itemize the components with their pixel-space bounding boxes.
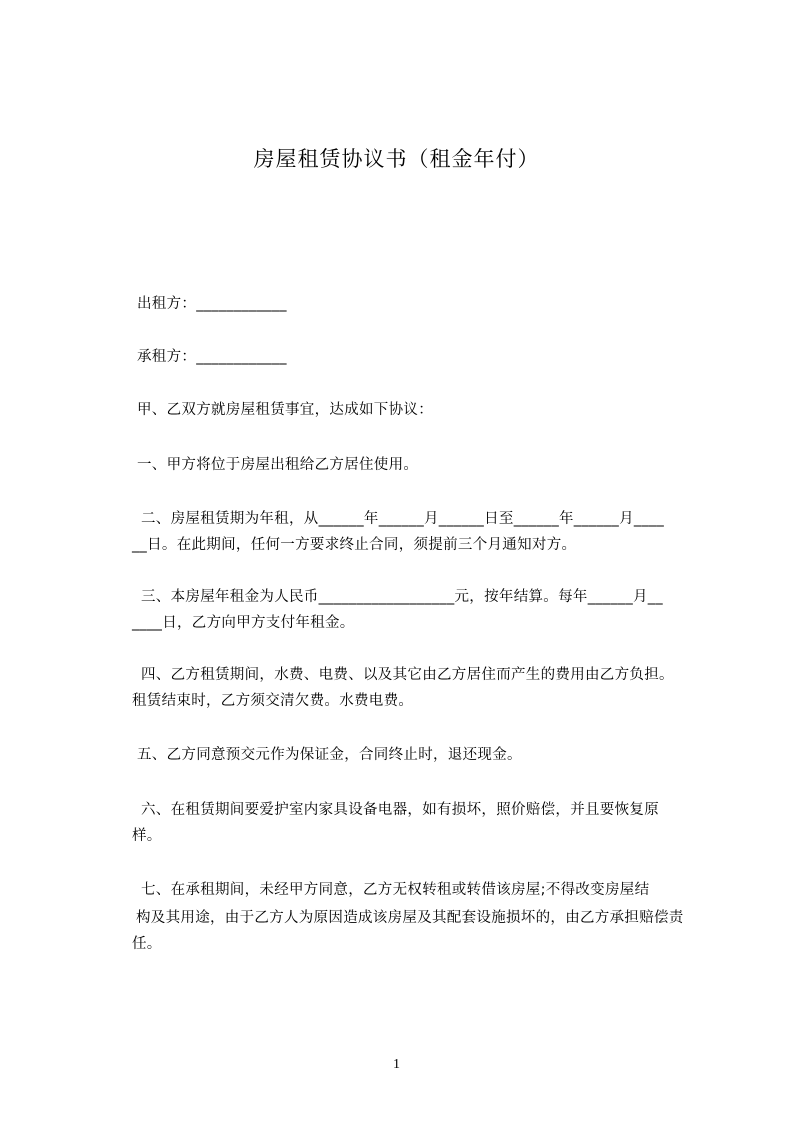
clause-1-line-1: 一、甲方将位于房屋出租给乙方居住使用。 [137,457,419,473]
clause-4-line-2: 租赁结束时，乙方须交清欠费。水费电费。 [132,693,414,709]
clause-3-line-1: 三、本房屋年租金为人民币__________________元，按年结算。每年______月__ [141,589,663,605]
clause-7-line-1: 七、在承租期间，未经甲方同意，乙方无权转租或转借该房屋;不得改变房屋结 [141,882,650,898]
clause-6-line-2: 样。 [132,828,162,844]
clause-4-line-1: 四、乙方租赁期间，水费、电费、以及其它由乙方居住而产生的费用由乙方负担。 [141,667,674,683]
intro-text: 甲、乙双方就房屋租赁事宜，达成如下协议： [137,402,433,418]
clause-6-line-1: 六、在租赁期间要爱护室内家具设备电器，如有损坏，照价赔偿，并且要恢复原 [141,802,659,818]
clause-7-line-2: 构及其用途，由于乙方人为原因造成该房屋及其配套设施损坏的，由乙方承担赔偿责 [136,910,684,926]
lessee-line: 承租方：____________ [137,349,287,365]
page-number: 1 [393,1057,400,1072]
document-title: 房屋租赁协议书（租金年付） [253,147,540,171]
clause-3-line-2: ____日，乙方向甲方支付年租金。 [132,615,355,631]
clause-2-line-2: __日。在此期间，任何一方要求终止合同，须提前三个月通知对方。 [132,537,577,553]
lessor-line: 出租方：____________ [137,296,287,312]
clause-5-line-1: 五、乙方同意预交元作为保证金，合同终止时，退还现金。 [137,747,522,763]
clause-7-line-3: 任。 [132,936,162,952]
clause-2-line-1: 二、房屋租赁期为年租，从______年______月______日至______年______月____ [141,511,665,527]
